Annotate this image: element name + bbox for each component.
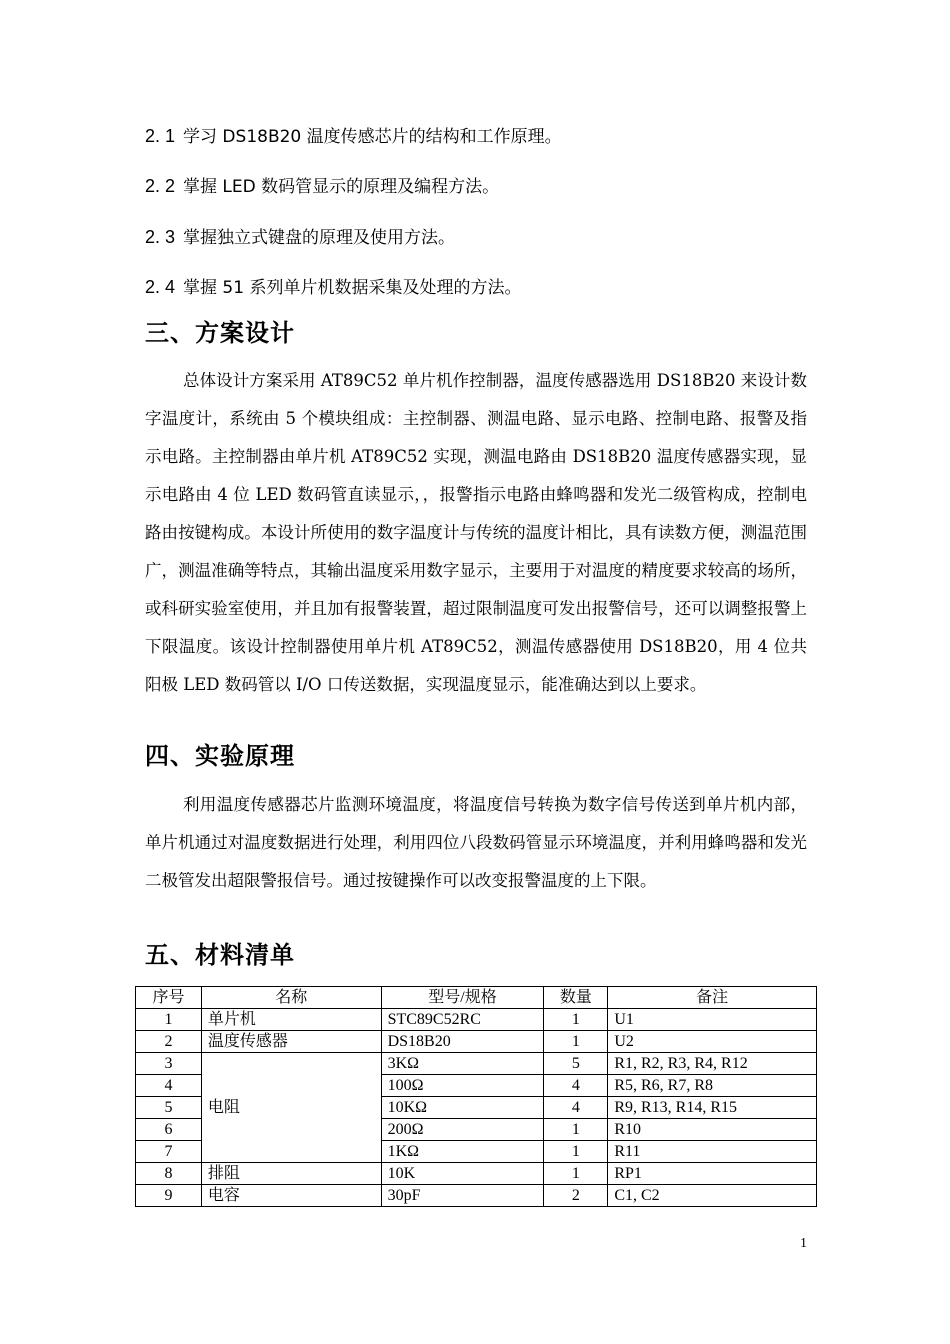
objective-2-1 bbox=[145, 126, 562, 147]
cell-note: RP1 bbox=[608, 1163, 817, 1185]
cell-spec: 1KΩ bbox=[381, 1141, 544, 1163]
objective-2-2 bbox=[145, 176, 499, 197]
cell-spec: DS18B20 bbox=[381, 1031, 544, 1053]
cell-no: 8 bbox=[136, 1163, 202, 1185]
objective-2-4 bbox=[145, 277, 521, 298]
cell-note: R11 bbox=[608, 1141, 817, 1163]
header-no: 序号 bbox=[136, 987, 202, 1009]
cell-note: R10 bbox=[608, 1119, 817, 1141]
section-5-title: 五、材料清单 bbox=[145, 941, 295, 969]
header-name: 名称 bbox=[201, 987, 381, 1009]
cell-no: 4 bbox=[136, 1075, 202, 1097]
header-note: 备注 bbox=[608, 987, 817, 1009]
cell-note: R1, R2, R3, R4, R12 bbox=[608, 1053, 817, 1075]
cell-no: 9 bbox=[136, 1185, 202, 1207]
cell-qty: 1 bbox=[544, 1009, 608, 1031]
objective-number: 2. 2 bbox=[145, 176, 176, 196]
cell-no: 7 bbox=[136, 1141, 202, 1163]
cell-note: U1 bbox=[608, 1009, 817, 1031]
cell-no: 3 bbox=[136, 1053, 202, 1075]
objective-number: 2. 4 bbox=[145, 277, 176, 297]
objective-text: 学习 DS18B20 温度传感芯片的结构和工作原理。 bbox=[183, 127, 562, 147]
section-3-title: 三、方案设计 bbox=[145, 319, 295, 347]
cell-no: 5 bbox=[136, 1097, 202, 1119]
cell-no: 1 bbox=[136, 1009, 202, 1031]
page-number: 1 bbox=[800, 1236, 807, 1251]
objective-2-3 bbox=[145, 227, 455, 248]
materials-table bbox=[135, 986, 817, 1207]
cell-qty: 1 bbox=[544, 1031, 608, 1053]
table-row bbox=[136, 1163, 817, 1185]
cell-qty: 5 bbox=[544, 1053, 608, 1075]
cell-name: 排阻 bbox=[201, 1163, 381, 1185]
section-4-body: 利用温度传感器芯片监测环境温度，将温度信号转换为数字信号传送到单片机内部，单片机通过对温度数据进行处理，利用四位八段数码管显示环境温度，并利用蜂鸣器和发光二极管发出超限警报信号。通过按键操作可以改变报警温度的上下限。 bbox=[145, 795, 807, 890]
section-3-body: 总体设计方案采用 AT89C52 单片机作控制器，温度传感器选用 DS18B20 来设计数字温度计，系统由 5 个模块组成：主控制器、测温电路、显示电路、控制电路、报警及指示电路。主控制器由单片机 AT89C52 实现，测温电路由 DS18B20 温度传感器实现，显示电路由 4 位 LED 数码管直读显示，，报警指示电路由蜂鸣器和发光二级管构成，控制电路由按键构成。本设计所使用的数字温度计与传统的温度计相比，具有读数方便，测温范围广，测温准确等特点，其输出温度采用数字显示，主要用于对温度的精度要求较高的场所，或科研实验室使用，并且加有报警装置，超过限制温度可发出报警信号，还可以调整报警上下限温度。该设计控制器使用单片机 AT89C52，测温传感器使用 DS18B20，用 4 位共阳极 LED 数码管以 I/O 口传送数据，实现温度显示，能准确达到以上要求。 bbox=[145, 371, 807, 694]
cell-name: 单片机 bbox=[201, 1009, 381, 1031]
table-row bbox=[136, 1031, 817, 1053]
objective-number: 2. 3 bbox=[145, 227, 176, 247]
cell-spec: 100Ω bbox=[381, 1075, 544, 1097]
header-spec: 型号/规格 bbox=[381, 987, 544, 1009]
cell-qty: 1 bbox=[544, 1163, 608, 1185]
objective-text: 掌握 51 系列单片机数据采集及处理的方法。 bbox=[183, 278, 522, 298]
cell-spec: 30pF bbox=[381, 1185, 544, 1207]
objective-text: 掌握独立式键盘的原理及使用方法。 bbox=[183, 228, 456, 248]
table-row bbox=[136, 1053, 817, 1075]
cell-qty: 2 bbox=[544, 1185, 608, 1207]
header-qty: 数量 bbox=[544, 987, 608, 1009]
cell-note: R9, R13, R14, R15 bbox=[608, 1097, 817, 1119]
table-header-row bbox=[136, 987, 817, 1009]
cell-note: U2 bbox=[608, 1031, 817, 1053]
table-row bbox=[136, 1009, 817, 1031]
cell-note: C1, C2 bbox=[608, 1185, 817, 1207]
cell-no: 2 bbox=[136, 1031, 202, 1053]
cell-spec: 200Ω bbox=[381, 1119, 544, 1141]
section-4-title: 四、实验原理 bbox=[145, 742, 295, 770]
objective-number: 2. 1 bbox=[145, 126, 176, 146]
cell-name-merged: 电阻 bbox=[201, 1053, 381, 1163]
table-row bbox=[136, 1185, 817, 1207]
cell-qty: 4 bbox=[544, 1075, 608, 1097]
cell-qty: 4 bbox=[544, 1097, 608, 1119]
cell-no: 6 bbox=[136, 1119, 202, 1141]
cell-qty: 1 bbox=[544, 1141, 608, 1163]
cell-spec: 10K bbox=[381, 1163, 544, 1185]
cell-qty: 1 bbox=[544, 1119, 608, 1141]
cell-name: 电容 bbox=[201, 1185, 381, 1207]
cell-spec: 10KΩ bbox=[381, 1097, 544, 1119]
cell-name: 温度传感器 bbox=[201, 1031, 381, 1053]
cell-spec: 3KΩ bbox=[381, 1053, 544, 1075]
cell-note: R5, R6, R7, R8 bbox=[608, 1075, 817, 1097]
objective-text: 掌握 LED 数码管显示的原理及编程方法。 bbox=[183, 177, 500, 197]
cell-spec: STC89C52RC bbox=[381, 1009, 544, 1031]
